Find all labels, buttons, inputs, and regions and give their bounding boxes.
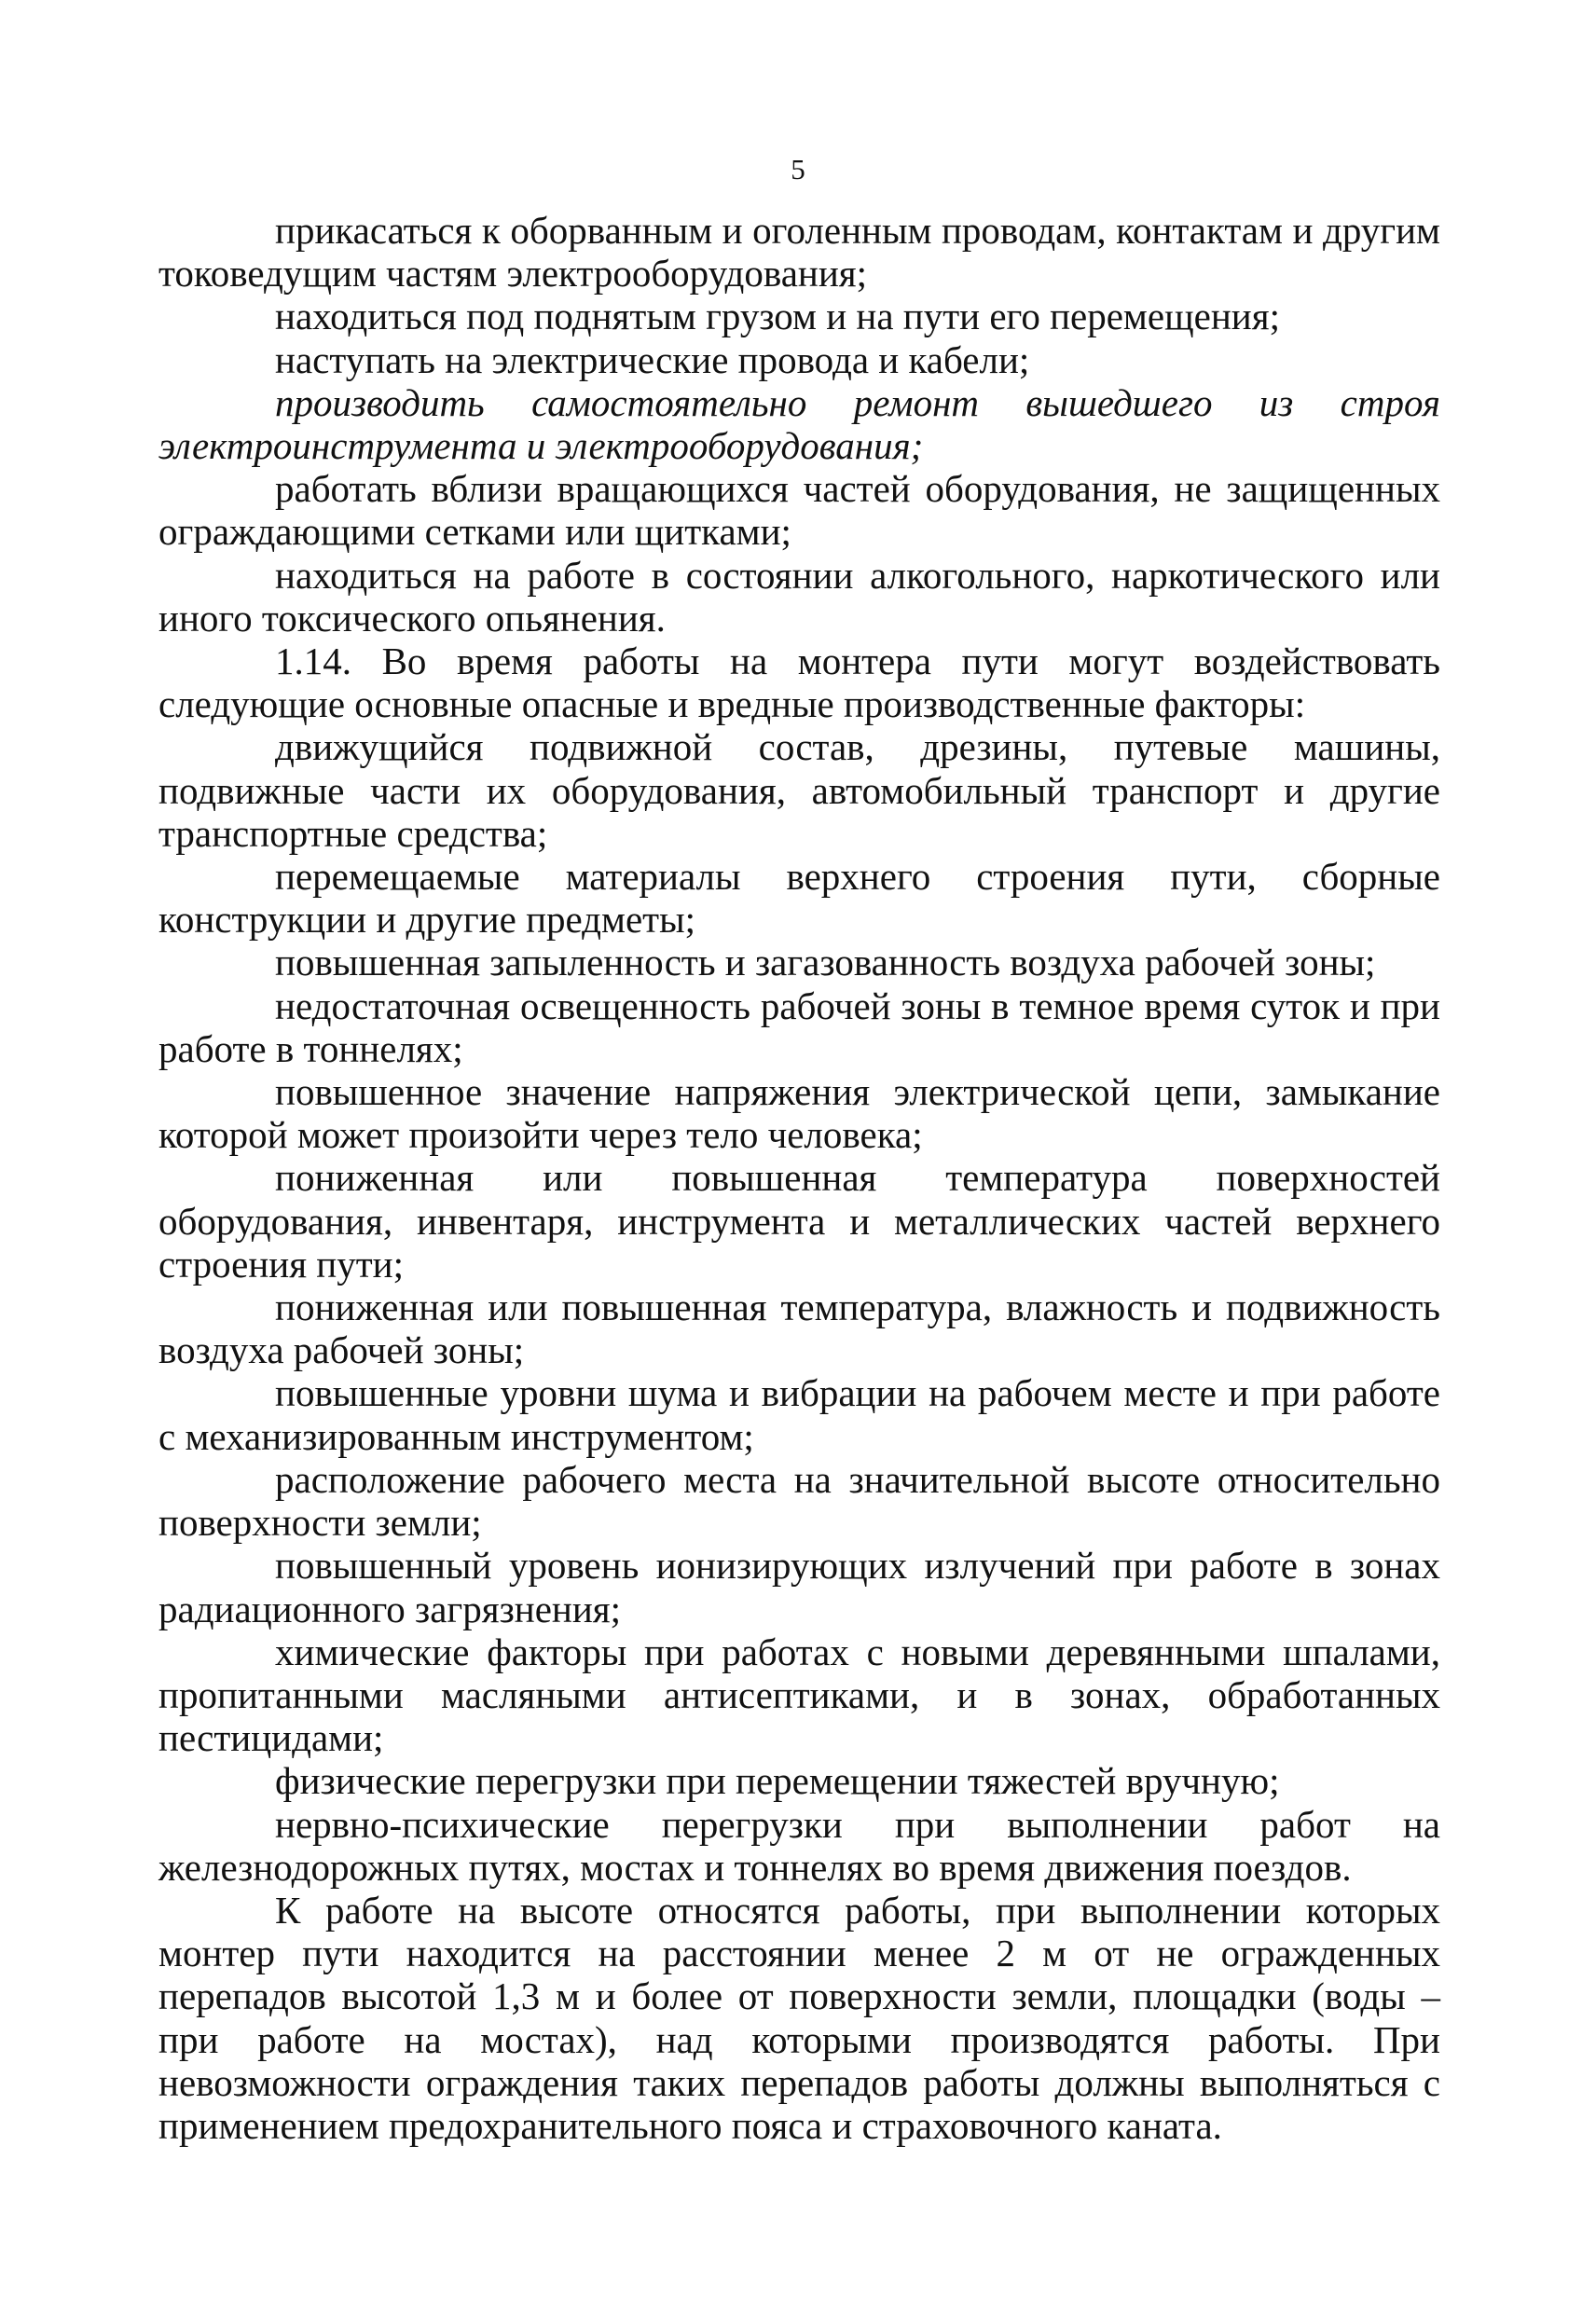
paragraph: нервно-психические перегрузки при выполнении работ на железнодорожных путях, мостах и тоннелях во время движения поездов. <box>158 1802 1440 1889</box>
paragraph: пониженная или повышенная температура поверхностей оборудования, инвентаря, инструмента и металлических частей верхнего строения пути; <box>158 1156 1440 1286</box>
paragraph: повышенное значение напряжения электрической цепи, замыкание которой может произойти через тело человека; <box>158 1070 1440 1157</box>
page-number: 5 <box>791 153 805 186</box>
paragraph: работать вблизи вращающихся частей оборудования, не защищенных ограждающими сетками или щитками; <box>158 467 1440 554</box>
paragraph: движущийся подвижной состав, дрезины, путевые машины, подвижные части их оборудования, автомобильный транспорт и другие транспортные средства; <box>158 725 1440 855</box>
paragraph: перемещаемые материалы верхнего строения пути, сборные конструкции и другие предметы; <box>158 855 1440 942</box>
paragraph: находиться на работе в состоянии алкогольного, наркотического или иного токсического опьянения. <box>158 553 1440 640</box>
paragraph: химические факторы при работах с новыми деревянными шпалами, пропитанными масляными антисептиками, и в зонах, обработанных пестицидами; <box>158 1630 1440 1760</box>
document-body <box>158 209 1440 2147</box>
paragraph: прикасаться к оборванным и оголенным проводам, контактам и другим токоведущим частям электрооборудования; <box>158 209 1440 296</box>
paragraph: расположение рабочего места на значительной высоте относительно поверхности земли; <box>158 1457 1440 1545</box>
paragraph: повышенные уровни шума и вибрации на рабочем месте и при работе с механизированным инструментом; <box>158 1371 1440 1458</box>
section-paragraph: 1.14. Во время работы на монтера пути могут воздействовать следующие основные опасные и вредные производственные факторы: <box>158 640 1440 726</box>
paragraph: пониженная или повышенная температура, влажность и подвижность воздуха рабочей зоны; <box>158 1286 1440 1372</box>
paragraph: производить самостоятельно ремонт вышедшего из строя электроинструмента и электрооборудования; <box>158 380 1440 468</box>
paragraph: повышенная запыленность и загазованность воздуха рабочей зоны; <box>275 941 1376 984</box>
paragraph: наступать на электрические провода и кабели; <box>275 337 1030 381</box>
paragraph: К работе на высоте относятся работы, при выполнении которых монтер пути находится на расстоянии менее 2 м от не огражденных перепадов высотой 1,3 м и более от поверхности земли, площадки (воды – при работе на мостах), над которыми производятся работы. При невозможности ограждения таких перепадов работы должны выполняться с применением предохранительного пояса и страховочного каната. <box>158 1888 1440 2147</box>
paragraph: повышенный уровень ионизирующих излучений при работе в зонах радиационного загрязнения; <box>158 1544 1440 1630</box>
paragraph: недостаточная освещенность рабочей зоны в темное время суток и при работе в тоннелях; <box>158 984 1440 1070</box>
paragraph: физические перегрузки при перемещении тяжестей вручную; <box>275 1759 1280 1803</box>
paragraph: находиться под поднятым грузом и на пути его перемещения; <box>275 295 1280 338</box>
